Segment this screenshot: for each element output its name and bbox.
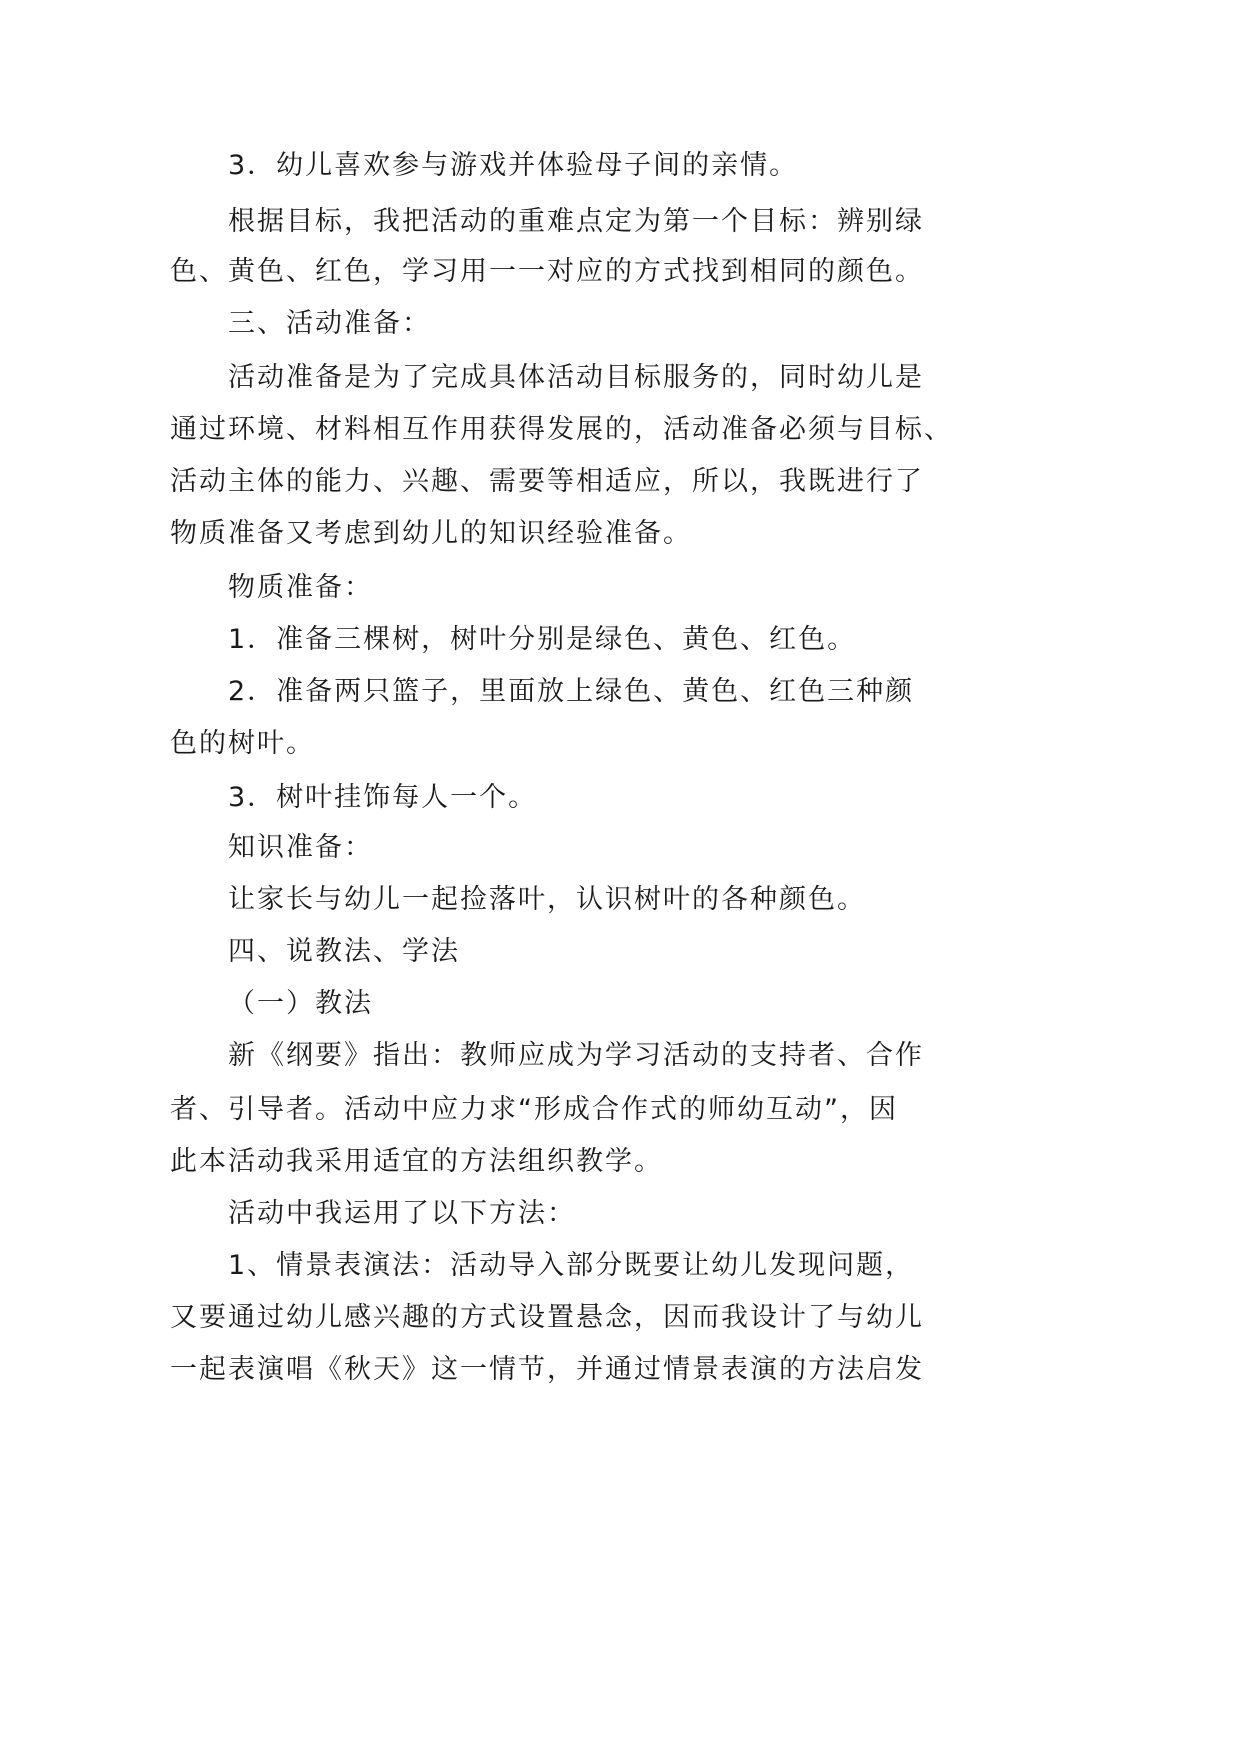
list-item: 1、情景表演法：活动导入部分既要让幼儿发现问题， (228, 1250, 915, 1281)
paragraph-line: 色的树叶。 (170, 728, 315, 759)
list-item: 1．准备三棵树，树叶分别是绿色、黄色、红色。 (228, 624, 857, 655)
paragraph-line: 新《纲要》指出：教师应成为学习活动的支持者、合作 (228, 1040, 924, 1071)
paragraph-line: 让家长与幼儿一起捡落叶，认识树叶的各种颜色。 (228, 884, 866, 915)
paragraph-line: 又要通过幼儿感兴趣的方式设置悬念，因而我设计了与幼儿 (170, 1302, 924, 1333)
list-item: 3．树叶挂饰每人一个。 (228, 782, 538, 813)
list-item: 2．准备两只篮子，里面放上绿色、黄色、红色三种颜 (228, 676, 915, 707)
subheading: （一）教法 (228, 988, 373, 1019)
subheading: 物质准备： (228, 572, 373, 603)
paragraph-line: 根据目标，我把活动的重难点定为第一个目标：辨别绿 (228, 206, 924, 237)
paragraph-line: 者、引导者。活动中应力求“形成合作式的师幼互动”，因 (170, 1094, 898, 1125)
paragraph-line: 活动准备是为了完成具体活动目标服务的，同时幼儿是 (228, 362, 924, 393)
paragraph-line: 活动中我运用了以下方法： (228, 1198, 576, 1229)
paragraph-line: 此本活动我采用适宜的方法组织教学。 (170, 1146, 663, 1177)
paragraph-line: 活动主体的能力、兴趣、需要等相适应，所以，我既进行了 (170, 466, 924, 497)
subheading: 知识准备： (228, 832, 373, 863)
paragraph-line: 一起表演唱《秋天》这一情节，并通过情景表演的方法启发 (170, 1354, 924, 1385)
paragraph-line: 色、黄色、红色，学习用一一对应的方式找到相同的颜色。 (170, 256, 924, 287)
paragraph-line: 3．幼儿喜欢参与游戏并体验母子间的亲情。 (228, 150, 799, 181)
section-heading: 三、活动准备： (228, 308, 431, 339)
paragraph-line: 物质准备又考虑到幼儿的知识经验准备。 (170, 518, 692, 549)
section-heading: 四、说教法、学法 (228, 936, 460, 967)
paragraph-line: 通过环境、材料相互作用获得发展的，活动准备必须与目标、 (170, 414, 953, 445)
